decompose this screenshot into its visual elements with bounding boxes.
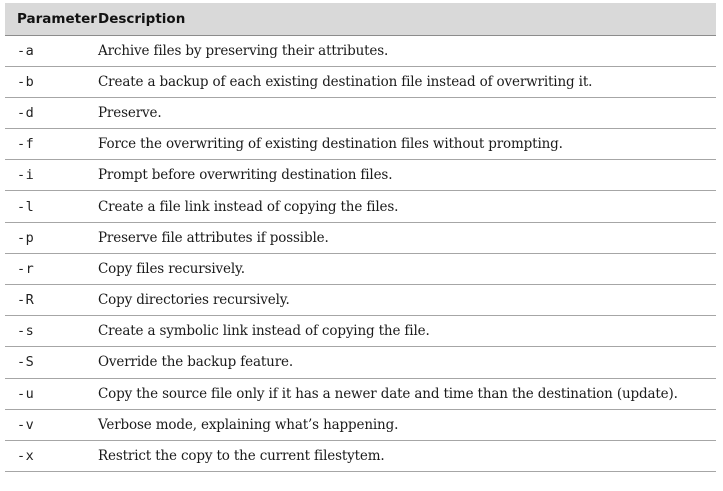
- description-cell: Create a symbolic link instead of copying the file.: [85, 316, 716, 347]
- parameter-cell: -x: [5, 440, 85, 471]
- table-row: [5, 378, 716, 409]
- description-cell: Copy directories recursively.: [85, 285, 716, 316]
- table-row: [5, 191, 716, 222]
- parameter-cell: -a: [5, 35, 85, 66]
- description-cell: Archive files by preserving their attributes.: [85, 35, 716, 66]
- parameter-cell: -b: [5, 66, 85, 97]
- table-row: [5, 440, 716, 471]
- parameter-column-header: Parameter: [5, 3, 85, 35]
- table-row: [5, 222, 716, 253]
- table-row: [5, 253, 716, 284]
- table-row: [5, 97, 716, 128]
- parameter-cell: -d: [5, 97, 85, 128]
- parameter-cell: -l: [5, 191, 85, 222]
- table-row: [5, 347, 716, 378]
- description-cell: Restrict the copy to the current filestytem.: [85, 440, 716, 471]
- table-row: [5, 316, 716, 347]
- parameter-cell: -s: [5, 316, 85, 347]
- parameter-cell: -v: [5, 409, 85, 440]
- table-row: [5, 66, 716, 97]
- parameter-table: [5, 3, 716, 472]
- parameter-cell: -f: [5, 129, 85, 160]
- table-body: [5, 35, 716, 472]
- parameter-cell: -i: [5, 160, 85, 191]
- parameter-cell: -p: [5, 222, 85, 253]
- header-row: [5, 3, 716, 35]
- parameter-cell: -u: [5, 378, 85, 409]
- table-row: [5, 409, 716, 440]
- description-cell: Create a backup of each existing destination file instead of overwriting it.: [85, 66, 716, 97]
- table-header: [5, 3, 716, 35]
- description-cell: Override the backup feature.: [85, 347, 716, 378]
- description-cell: Create a file link instead of copying the files.: [85, 191, 716, 222]
- description-cell: Force the overwriting of existing destination files without prompting.: [85, 129, 716, 160]
- table-row: [5, 129, 716, 160]
- description-cell: Preserve.: [85, 97, 716, 128]
- description-cell: Copy the source file only if it has a newer date and time than the destination (update).: [85, 378, 716, 409]
- description-column-header: Description: [85, 3, 716, 35]
- parameter-cell: -r: [5, 253, 85, 284]
- description-cell: Prompt before overwriting destination files.: [85, 160, 716, 191]
- parameter-cell: -R: [5, 285, 85, 316]
- description-cell: Preserve file attributes if possible.: [85, 222, 716, 253]
- table-row: [5, 160, 716, 191]
- parameter-cell: -S: [5, 347, 85, 378]
- description-cell: Verbose mode, explaining what’s happening.: [85, 409, 716, 440]
- table-row: [5, 285, 716, 316]
- table-row: [5, 35, 716, 66]
- description-cell: Copy files recursively.: [85, 253, 716, 284]
